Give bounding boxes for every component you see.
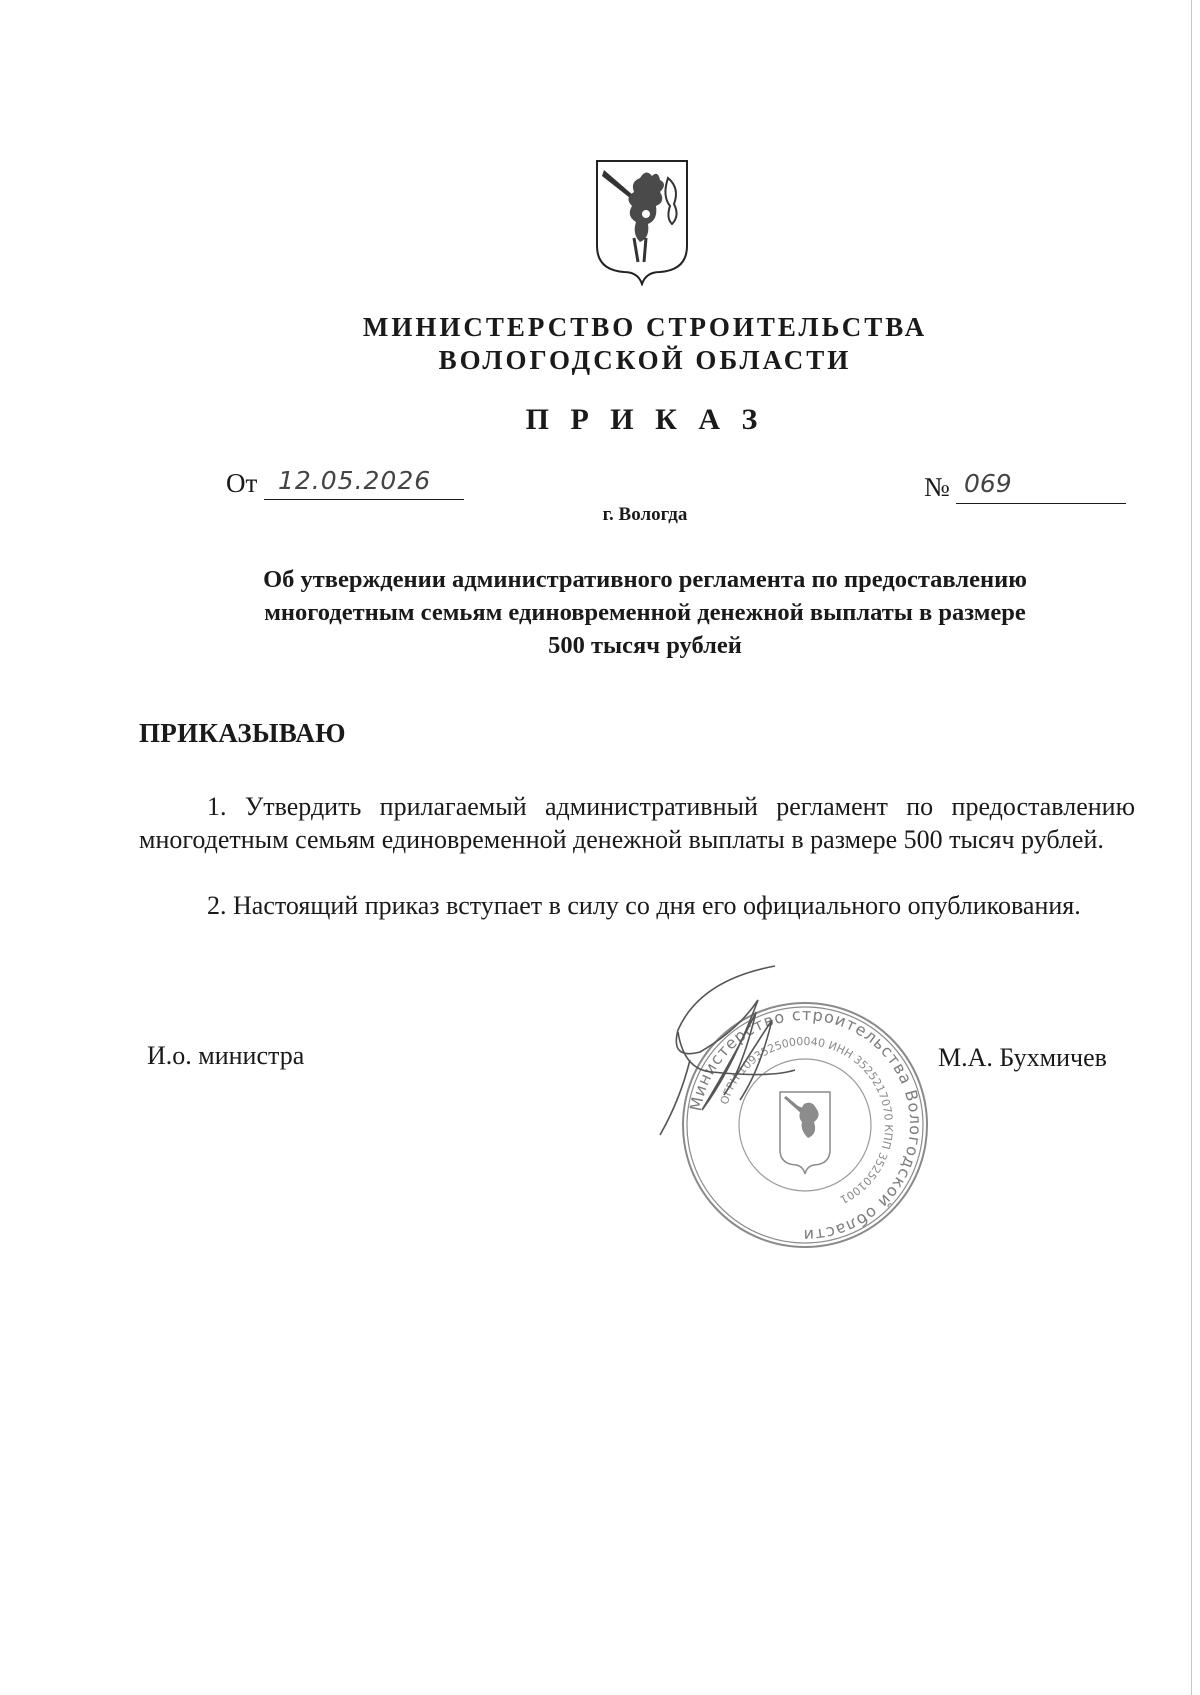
subject-line-2: многодетным семьям единовременной денежной выплаты в размере	[264, 599, 1026, 626]
ministry-name-line-1: МИНИСТЕРСТВО СТРОИТЕЛЬСТВА	[362, 312, 928, 342]
official-seal-stamp	[620, 960, 950, 1300]
date-value: 12.05.2026	[264, 466, 464, 500]
date-label: От	[226, 468, 258, 498]
subject-line-1: Об утверждении административного регламента по предоставлению	[263, 566, 1027, 593]
signatory-position: И.о. министра	[147, 1041, 305, 1070]
seal-emblem-icon	[780, 1092, 830, 1174]
coat-of-arms-icon	[594, 158, 690, 286]
seal-outer-text: Министерство строительства Вологодской области	[685, 1004, 926, 1246]
ministry-name-line-2: ВОЛОГОДСКОЙ ОБЛАСТИ	[438, 345, 852, 375]
order-item-1: 1. Утвердить прилагаемый административный регламент по предоставлению многодетным семьям единовременной денежной выплаты в размере 500 тысяч рублей.	[139, 792, 1135, 854]
scan-edge-line	[1191, 0, 1192, 1695]
order-item-2: 2. Настоящий приказ вступает в силу со дня его официального опубликования.	[207, 891, 1081, 920]
signatory-name: М.А. Бухмичев	[938, 1043, 1107, 1072]
city-label: г. Вологда	[602, 504, 688, 525]
number-label: №	[924, 472, 950, 502]
number-value: 069	[956, 468, 1126, 504]
seal-inner-text: ОГРН 1093525000040 ИНН 3525217070 КПП 352501001	[717, 1034, 896, 1207]
document-type-title: П Р И К А З	[525, 403, 765, 436]
subject-line-3: 500 тысяч рублей	[548, 632, 742, 659]
document-subject	[180, 563, 1110, 662]
decree-heading: ПРИКАЗЫВАЮ	[139, 718, 346, 748]
